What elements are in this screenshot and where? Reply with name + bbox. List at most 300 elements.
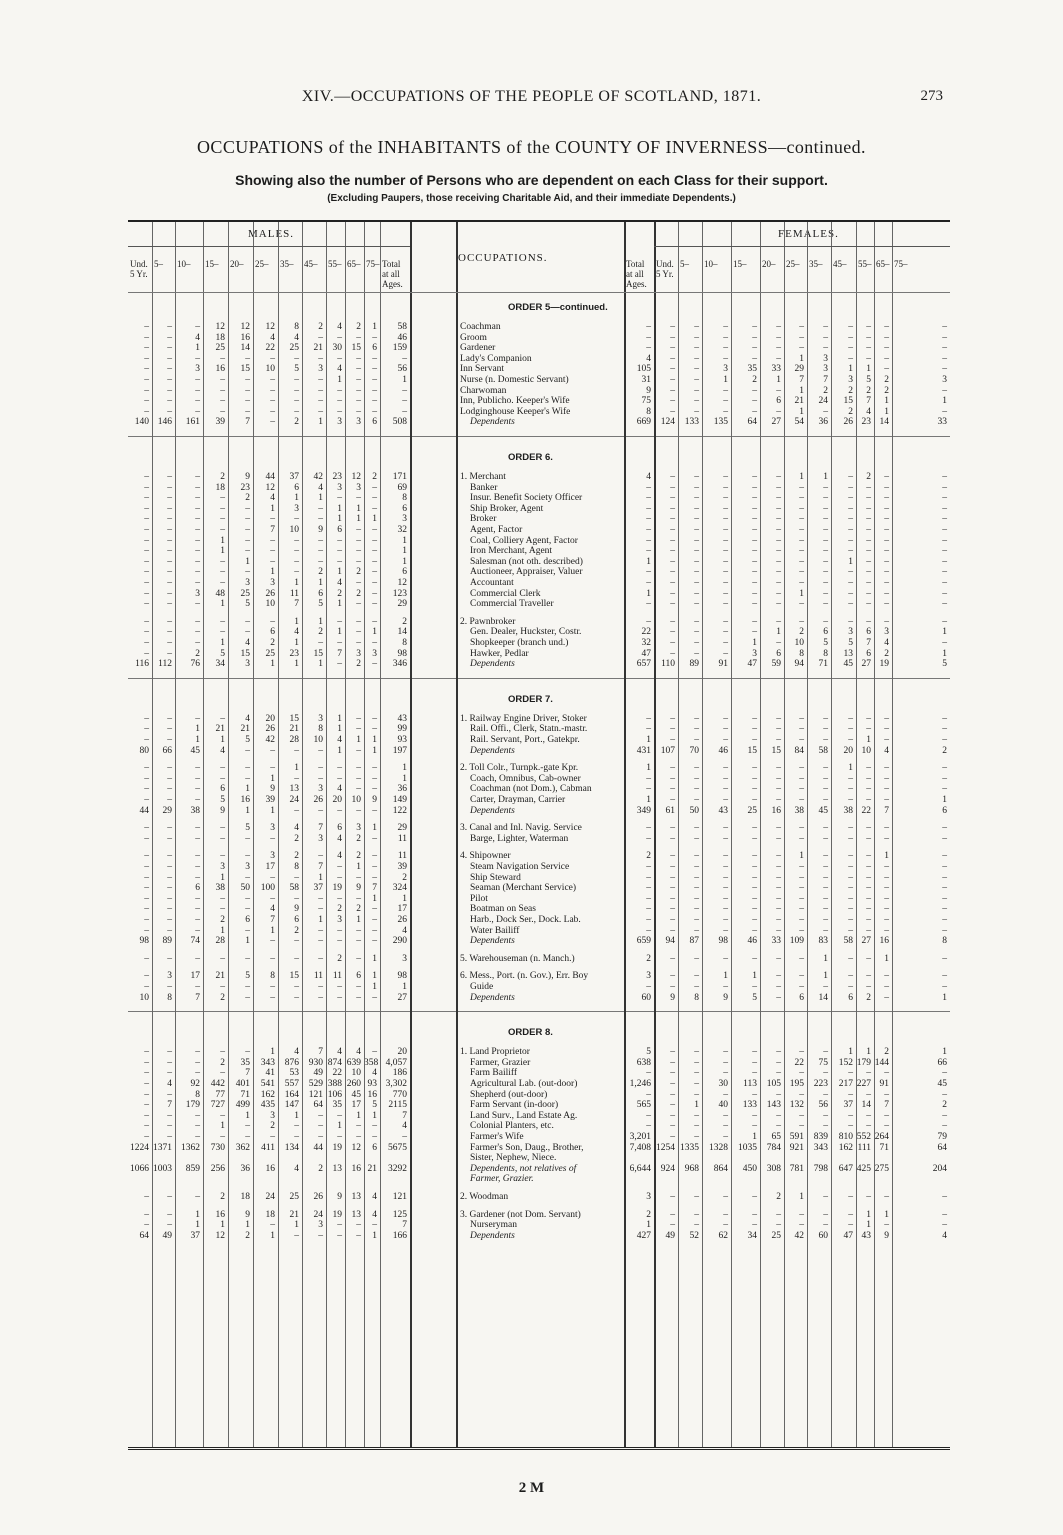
male-cell: –: [245, 833, 250, 844]
male-cell: –: [372, 862, 377, 872]
male-cell: –: [195, 862, 200, 872]
female-cell: –: [776, 503, 781, 514]
female-cell: –: [823, 893, 828, 904]
female-cell: –: [752, 514, 757, 525]
female-cell: –: [752, 546, 757, 557]
female-cell: –: [942, 872, 947, 883]
male-cell: –: [195, 353, 200, 364]
male-cell: 1: [220, 1121, 225, 1132]
occupation-label: Iron Merchant, Agent: [470, 546, 553, 557]
male-cell: –: [167, 514, 172, 525]
table-row: [128, 649, 950, 659]
male-cell: 1: [270, 567, 275, 578]
female-cell: –: [694, 795, 699, 805]
male-cell: 1: [195, 735, 200, 745]
male-cell: 1: [270, 805, 275, 816]
male-cell: –: [318, 745, 323, 756]
male-cell: 4: [195, 332, 200, 343]
male-cell: –: [402, 353, 407, 364]
female-cell: –: [776, 343, 781, 354]
female-cell: –: [752, 1047, 757, 1058]
female-cell: 275: [874, 1163, 889, 1174]
male-cell: –: [220, 763, 225, 774]
male-cell: –: [372, 353, 377, 364]
male-cell: –: [195, 1132, 200, 1142]
male-cell: 98: [397, 648, 407, 659]
female-cell: –: [670, 482, 675, 493]
female-cell: –: [866, 773, 871, 784]
female-cell: –: [799, 578, 804, 588]
male-cell: 29: [397, 823, 407, 834]
female-cell: –: [723, 925, 728, 936]
female-cell: –: [866, 1192, 871, 1202]
female-cell: –: [694, 883, 699, 894]
occupation-label: Banker: [470, 482, 498, 493]
male-cell: 557: [284, 1079, 299, 1089]
female-cell: –: [694, 784, 699, 795]
female-cell: –: [723, 599, 728, 610]
female-cell: 7: [866, 396, 871, 407]
female-cell: –: [670, 1220, 675, 1231]
male-cell: 1: [337, 503, 342, 514]
female-cell: –: [670, 493, 675, 504]
female-cell: –: [823, 823, 828, 834]
female-cell: 15: [771, 745, 781, 756]
table-row: [128, 834, 950, 844]
male-cell: 41: [265, 1068, 275, 1079]
female-cell: –: [723, 385, 728, 396]
female-cell: –: [776, 322, 781, 332]
female-cell: –: [799, 493, 804, 504]
male-cell: 14: [397, 627, 407, 638]
female-cell: –: [884, 833, 889, 844]
female-cell: –: [694, 971, 699, 982]
female-cell: –: [776, 724, 781, 735]
male-cell: 10: [351, 795, 361, 805]
male-cell: –: [144, 953, 149, 964]
male-cell: 27: [397, 992, 407, 1003]
male-cell: 2: [356, 322, 361, 332]
male-cell: –: [337, 396, 342, 407]
occupation-label: Agent, Factor: [470, 525, 523, 535]
female-cell: –: [646, 482, 651, 493]
table-row: [128, 627, 950, 637]
male-cell: –: [220, 353, 225, 364]
female-cell: –: [884, 1110, 889, 1121]
occupation-label: Harb., Dock Ser., Dock. Lab.: [470, 915, 581, 925]
male-cell: –: [245, 773, 250, 784]
male-cell: 1: [337, 599, 342, 610]
female-cell: –: [776, 1068, 781, 1079]
occupation-label: Dependents: [470, 1230, 515, 1241]
female-cell: –: [752, 396, 757, 407]
male-cell: –: [372, 763, 377, 774]
male-cell: 11: [397, 833, 407, 844]
female-cell: –: [942, 546, 947, 557]
male-cell: 401: [235, 1079, 250, 1089]
female-cell: –: [823, 343, 828, 354]
female-cell: –: [866, 599, 871, 610]
female-cell: 6: [823, 627, 828, 638]
female-cell: 1: [884, 1209, 889, 1220]
female-cell: 109: [789, 936, 804, 947]
male-cell: 26: [313, 1192, 323, 1202]
female-cell: –: [752, 893, 757, 904]
female-cell: 9: [723, 992, 728, 1003]
female-cell: –: [823, 795, 828, 805]
female-cell: 9: [884, 1230, 889, 1241]
male-cell: 1: [245, 556, 250, 567]
male-cell: 179: [185, 1100, 200, 1111]
male-cell: –: [372, 713, 377, 724]
male-cell: 1003: [153, 1163, 172, 1174]
male-cell: –: [245, 616, 250, 627]
female-cell: –: [942, 713, 947, 724]
male-cell: –: [144, 396, 149, 407]
female-cell: –: [694, 925, 699, 936]
male-column-header: 55–: [328, 259, 342, 269]
males-group-label: MALES.: [248, 228, 295, 240]
male-cell: 7: [318, 823, 323, 834]
column-divider: [152, 222, 153, 1447]
male-cell: 6: [402, 503, 407, 514]
male-cell: –: [356, 773, 361, 784]
male-cell: –: [220, 627, 225, 638]
male-cell: 3292: [388, 1163, 407, 1174]
female-cell: 29: [794, 364, 804, 375]
male-cell: 134: [284, 1142, 299, 1153]
female-cell: –: [670, 638, 675, 648]
female-cell: –: [646, 514, 651, 525]
male-cell: –: [318, 936, 323, 947]
male-cell: –: [270, 406, 275, 417]
female-cell: –: [776, 851, 781, 862]
female-cell: –: [942, 588, 947, 599]
female-cell: –: [723, 332, 728, 343]
female-cell: 6: [866, 627, 871, 638]
female-cell: 45: [818, 805, 828, 816]
male-cell: 1: [318, 578, 323, 588]
male-cell: –: [294, 773, 299, 784]
female-cell: –: [884, 567, 889, 578]
male-cell: –: [372, 992, 377, 1003]
female-cell: –: [884, 735, 889, 745]
female-cell: –: [646, 862, 651, 872]
male-cell: –: [195, 546, 200, 557]
male-cell: –: [167, 795, 172, 805]
table-row: [128, 1068, 950, 1078]
female-cell: –: [723, 535, 728, 546]
female-cell: –: [866, 724, 871, 735]
male-cell: –: [220, 503, 225, 514]
female-cell: 133: [742, 1100, 757, 1111]
male-cell: 39: [215, 417, 225, 428]
female-cell: –: [799, 784, 804, 795]
occupation-label: Dependents, not relatives of: [470, 1163, 577, 1174]
male-cell: 4: [337, 364, 342, 375]
female-cell: 152: [838, 1057, 853, 1068]
table-row: [128, 617, 950, 627]
female-cell: –: [866, 982, 871, 992]
female-cell: –: [670, 588, 675, 599]
male-cell: –: [318, 514, 323, 525]
female-cell: –: [723, 724, 728, 735]
column-divider: [702, 222, 703, 1447]
occupation-label: Rail. Servant, Port., Gatekpr.: [470, 735, 580, 745]
male-cell: –: [356, 872, 361, 883]
female-cell: 1: [799, 851, 804, 862]
table-row: [128, 589, 950, 599]
column-divider: [326, 222, 327, 1447]
male-cell: 3: [372, 648, 377, 659]
female-cell: –: [670, 332, 675, 343]
female-cell: –: [670, 713, 675, 724]
male-cell: –: [270, 1220, 275, 1231]
table-row: [128, 724, 950, 734]
male-cell: 28: [215, 936, 225, 947]
female-cell: –: [848, 953, 853, 964]
male-cell: –: [195, 1110, 200, 1121]
male-cell: 69: [397, 482, 407, 493]
male-cell: –: [270, 992, 275, 1003]
male-cell: –: [167, 763, 172, 774]
male-cell: –: [144, 735, 149, 745]
male-cell: –: [144, 322, 149, 332]
male-column-header: 10–: [177, 259, 191, 269]
male-cell: 4: [294, 1047, 299, 1058]
male-cell: –: [195, 1121, 200, 1132]
male-cell: 4: [245, 713, 250, 724]
female-cell: 264: [874, 1132, 889, 1142]
male-cell: –: [144, 851, 149, 862]
male-cell: 10: [313, 735, 323, 745]
female-cell: 3: [848, 375, 853, 385]
male-cell: –: [195, 823, 200, 834]
male-cell: 6: [337, 823, 342, 834]
male-cell: 1: [195, 1209, 200, 1220]
female-cell: 65: [771, 1132, 781, 1142]
female-cell: 839: [813, 1132, 828, 1142]
male-cell: 7: [245, 417, 250, 428]
male-cell: 4: [270, 493, 275, 504]
male-cell: –: [337, 406, 342, 417]
male-cell: 3: [356, 823, 361, 834]
male-cell: 147: [284, 1100, 299, 1111]
male-cell: 7: [294, 599, 299, 610]
male-cell: 1: [318, 616, 323, 627]
female-cell: –: [799, 925, 804, 936]
female-cell: –: [694, 546, 699, 557]
male-cell: 442: [210, 1079, 225, 1089]
male-cell: –: [337, 893, 342, 904]
male-cell: 1: [356, 1110, 361, 1121]
female-cell: –: [776, 735, 781, 745]
table-row: [128, 971, 950, 981]
occupation-label: Gen. Dealer, Huckster, Costr.: [470, 627, 582, 638]
female-cell: –: [799, 953, 804, 964]
male-cell: 362: [235, 1142, 250, 1153]
table-row: [128, 862, 950, 872]
column-divider: [807, 222, 808, 1447]
female-cell: 2: [866, 472, 871, 482]
female-cell: –: [694, 578, 699, 588]
male-cell: –: [144, 503, 149, 514]
male-cell: –: [167, 1047, 172, 1058]
female-cell: 1: [799, 385, 804, 396]
female-cell: –: [694, 514, 699, 525]
male-cell: 770: [392, 1089, 407, 1100]
male-cell: –: [245, 925, 250, 936]
table-row: [128, 982, 950, 992]
male-cell: –: [356, 992, 361, 1003]
male-cell: 1: [294, 493, 299, 504]
male-cell: 19: [332, 1142, 342, 1153]
male-cell: –: [270, 936, 275, 947]
female-cell: –: [848, 1209, 853, 1220]
female-cell: –: [942, 773, 947, 784]
male-cell: –: [245, 406, 250, 417]
female-cell: –: [723, 883, 728, 894]
occupation-label: Coachman: [460, 322, 501, 332]
table-row: [128, 386, 950, 396]
male-cell: 13: [332, 1163, 342, 1174]
table-row: [128, 851, 950, 861]
male-cell: –: [245, 763, 250, 774]
male-cell: –: [167, 588, 172, 599]
female-cell: –: [799, 971, 804, 982]
male-cell: –: [144, 1089, 149, 1100]
female-cell: –: [776, 616, 781, 627]
female-cell: –: [776, 578, 781, 588]
female-cell: –: [942, 514, 947, 525]
male-cell: 8: [167, 992, 172, 1003]
male-cell: 3: [402, 953, 407, 964]
male-cell: 1: [372, 893, 377, 904]
male-cell: –: [220, 525, 225, 535]
male-cell: 15: [313, 648, 323, 659]
male-cell: 11: [332, 971, 342, 982]
female-cell: –: [776, 556, 781, 567]
male-cell: 4: [270, 332, 275, 343]
female-cell: –: [646, 904, 651, 915]
male-cell: –: [195, 784, 200, 795]
male-cell: –: [195, 872, 200, 883]
female-cell: –: [884, 546, 889, 557]
occupation-label: Gardener: [460, 343, 496, 354]
female-cell: –: [694, 904, 699, 915]
female-cell: 864: [713, 1163, 728, 1174]
male-cell: –: [356, 353, 361, 364]
male-cell: –: [144, 578, 149, 588]
male-cell: –: [144, 546, 149, 557]
male-cell: –: [220, 616, 225, 627]
male-cell: 3: [245, 578, 250, 588]
male-cell: 1: [270, 1047, 275, 1058]
male-cell: –: [402, 396, 407, 407]
occupation-label: Inn Servant: [460, 364, 505, 375]
male-cell: –: [270, 535, 275, 546]
male-cell: 18: [265, 1209, 275, 1220]
female-cell: –: [823, 1068, 828, 1079]
female-cell: 2: [799, 627, 804, 638]
female-cell: 70: [689, 745, 699, 756]
female-cell: –: [884, 1220, 889, 1231]
female-cell: 1: [646, 1220, 651, 1231]
female-cell: 71: [818, 659, 828, 670]
male-cell: 42: [265, 735, 275, 745]
male-cell: 1: [270, 773, 275, 784]
female-cell: –: [866, 567, 871, 578]
male-cell: 21: [367, 1163, 377, 1174]
male-cell: 2: [270, 638, 275, 648]
female-cell: 349: [636, 805, 651, 816]
male-cell: –: [195, 556, 200, 567]
table-row: [128, 1132, 950, 1142]
female-cell: –: [942, 925, 947, 936]
male-cell: –: [372, 493, 377, 504]
male-cell: –: [356, 627, 361, 638]
female-cell: –: [723, 862, 728, 872]
male-cell: –: [220, 578, 225, 588]
female-cell: –: [776, 599, 781, 610]
male-cell: –: [372, 936, 377, 947]
column-divider: [856, 222, 857, 1447]
male-cell: 9: [220, 805, 225, 816]
male-cell: 3: [356, 648, 361, 659]
female-cell: –: [848, 883, 853, 894]
male-cell: –: [220, 982, 225, 992]
female-cell: –: [848, 322, 853, 332]
male-cell: 1: [220, 1220, 225, 1231]
male-cell: –: [167, 364, 172, 375]
table-row: [128, 333, 950, 343]
female-cell: 64: [937, 1142, 947, 1153]
male-cell: 2: [356, 659, 361, 670]
female-cell: –: [866, 851, 871, 862]
male-cell: 26: [313, 795, 323, 805]
female-cell: –: [670, 904, 675, 915]
male-cell: –: [195, 925, 200, 936]
male-cell: 1: [356, 735, 361, 745]
male-cell: 15: [351, 343, 361, 354]
male-cell: –: [356, 396, 361, 407]
male-cell: 5: [220, 648, 225, 659]
female-cell: –: [646, 982, 651, 992]
female-cell: 2: [646, 1209, 651, 1220]
female-cell: –: [752, 883, 757, 894]
female-cell: 83: [818, 936, 828, 947]
male-cell: –: [144, 773, 149, 784]
table-row: [128, 514, 950, 524]
female-cell: –: [823, 862, 828, 872]
female-cell: –: [670, 503, 675, 514]
male-cell: 29: [397, 599, 407, 610]
female-cell: –: [694, 915, 699, 925]
occupation-label: Accountant: [470, 578, 514, 588]
male-cell: –: [167, 599, 172, 610]
female-cell: –: [670, 648, 675, 659]
male-cell: 1: [270, 1230, 275, 1241]
female-cell: 111: [857, 1142, 871, 1153]
female-cell: 45: [843, 659, 853, 670]
female-cell: –: [694, 862, 699, 872]
male-cell: 3: [318, 784, 323, 795]
female-cell: –: [884, 588, 889, 599]
male-cell: –: [245, 353, 250, 364]
female-cell: –: [866, 514, 871, 525]
male-cell: –: [294, 567, 299, 578]
male-cell: 16: [367, 1089, 377, 1100]
